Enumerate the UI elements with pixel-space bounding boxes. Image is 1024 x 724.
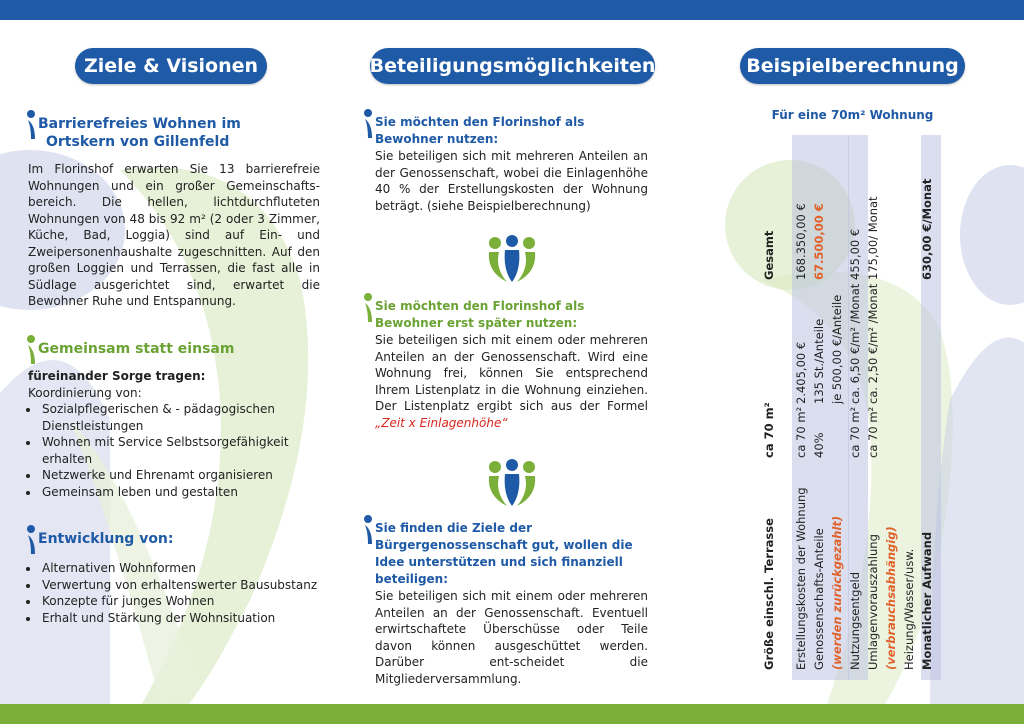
heading-text: Entwicklung von: [38,531,174,547]
list-item: • Netzwerke und Ehrenamt organisieren [40,467,320,484]
option-text [365,332,648,431]
row-label: Erstellungskosten der Wohnung [794,487,808,670]
row-area [828,404,846,458]
heading-line-1: Barrierefreies Wohnen im [38,116,241,132]
list [28,560,320,626]
header-empty [760,280,778,404]
table-row [882,140,900,670]
header-label: Größe einschl. Terrasse [762,518,776,670]
list-item: • Wohnen mit Service Selbstsorgefähigkeit erhalten [40,434,320,467]
row-total: 630,00 €/Monat [920,178,934,280]
table-row [846,140,864,670]
col2-option-1 [365,114,648,214]
formula-text: „Zeit x Einlagenhöhe“ [375,415,508,430]
heading-text: Gemeinsam statt einsam [38,341,235,357]
row-label: Umlagenvorauszahlung [866,534,880,670]
option-heading [365,298,648,332]
row-rate: ca. 6,50 €/m² /Monat [848,283,862,404]
person-marker-icon [363,108,377,138]
list-item: • Konzepte für junges Wohnen [40,593,320,610]
person-marker-icon [26,524,40,554]
table-row [900,140,918,670]
heading-text: Sie möchten den Florinshof als Bewohner erst später nutzen: [375,299,585,330]
list-item: • Verwertung von erhaltenswerter Bausubstanz [40,577,320,594]
row-label: (werden zurückgezahlt) [830,515,844,670]
person-marker-icon [363,514,377,544]
option-heading [365,520,648,588]
person-marker-icon [26,334,40,364]
person-marker-icon [363,292,377,322]
row-total: 168.350,00 € [794,203,808,280]
row-label: Nutzungsentgeld [848,571,862,670]
option-text: Sie beteiligen sich mit mehreren Anteilen an der Genossenschaft, wobei die Einlagenhöhe 40 % der Erstellungskosten der Wohnung beträgt. (siehe Beispielberechnung) [375,149,648,213]
row-label: Heizung/Wasser/usw. [902,548,916,670]
table-row-total [918,140,936,670]
list [28,401,320,500]
col1-section-barrierefrei [28,115,320,310]
col2-title: Beteiligungsmöglichkeiten [369,55,656,77]
table-row [792,140,810,670]
section-text: Im Florinshof erwarten Sie 13 barrierefreie Wohnungen und ein großer Gemeinschafts-bereich. Die hellen, lichtdurchfluteten Wohnungen von 48 bis 92 m² (2 oder 3 Zimmer, Küche, Bad, Loggia) sind auf Ein- und Zweipersonenhaushalte zugeschnitten. Auf den großen Loggien und Terrassen, die fast alle in Südlage ausgerichtet sind, erwartet die Bewohner Ruhe und Entspannung. [28,162,320,308]
section-intro: Koordinierung von: [28,385,142,400]
row-area: 40% [812,432,826,458]
section-bold-line: füreinander Sorge tragen: [28,369,206,383]
heading-line-2: Ortskern von Gillenfeld [46,134,230,150]
heading-text: Sie finden die Ziele der Bürgergenossenschaft gut, wollen die Idee unterstützen und sich finanziell beteiligen: [375,521,633,586]
bottom-stripe [0,704,1024,724]
col2-option-3 [365,520,648,687]
list-item: • Erhalt und Stärkung der Wohnsituation [40,610,320,627]
group-people-icon [485,458,539,508]
table-spacer [778,140,792,670]
row-total: 67.500,00 € [812,203,826,280]
row-rate: ca. 2,50 €/m² /Monat [866,283,880,404]
col1-section-gemeinsam [28,340,320,500]
col3-title-pill [740,48,965,84]
table-row [828,140,846,670]
row-area: ca 70 m² [848,406,862,458]
row-rate [918,280,936,404]
section-heading [28,530,320,548]
row-label: Monatlicher Aufwand [920,531,934,670]
option-text-body: Sie beteiligen sich mit einem oder mehreren Anteilen an der Genossenschaft. Wird eine Wohnung frei, können Sie entsprechend Ihrem Listenplatz in die Wohnung einziehen. Der Listenplatz ergibt sich aus der Formel [375,333,648,413]
section-heading [28,115,320,151]
option-text: Sie beteiligen sich mit einem oder mehreren Anteilen an der Genossenschaft. Eventuell erwirtschaftete Überschüsse oder Teile davon können ausgeschüttet werden. Darüber ent-scheidet die Mitgliederversammlung. [375,589,648,686]
row-rate: 2.405,00 € [794,341,808,404]
row-total: 455,00 € [848,228,862,280]
row-total [828,146,846,280]
list-item: • Gemeinsam leben und gestalten [40,484,320,501]
row-area: ca 70 m² [794,406,808,458]
table-header-row [760,140,778,670]
row-label: Genossenschafts-Anteile [812,528,826,670]
person-marker-icon [26,109,40,139]
top-stripe [0,0,1024,20]
row-rate: je 500,00 €/Anteile [830,294,844,404]
row-area [918,404,936,458]
group-people-icon [485,234,539,284]
list-item: • Alternativen Wohnformen [40,560,320,577]
col1-section-entwicklung [28,530,320,626]
col2-option-2 [365,298,648,431]
option-heading [365,114,648,148]
row-label: (verbrauchsabhängig) [884,526,898,670]
header-gesamt: Gesamt [762,230,776,280]
header-size: ca 70 m² [762,402,776,458]
row-area: ca 70 m² [866,406,880,458]
col2-title-pill [370,48,655,84]
section-heading [28,340,320,358]
heading-text: Sie möchten den Florinshof als Bewohner nutzen: [375,115,585,146]
table-row [864,140,882,670]
col3-title: Beispielberechnung [746,55,959,77]
calculation-table [760,140,960,670]
col1-title: Ziele & Visionen [83,55,259,77]
list-item: • Sozialpflegerischen & - pädagogischen Dienstleistungen [40,401,320,434]
calculation-subtitle: Für eine 70m² Wohnung [771,108,934,122]
row-rate: 135 St./Anteile [812,318,826,404]
row-total: 175,00/ Monat [866,196,880,280]
table-row [810,140,828,670]
col1-title-pill [75,48,267,84]
